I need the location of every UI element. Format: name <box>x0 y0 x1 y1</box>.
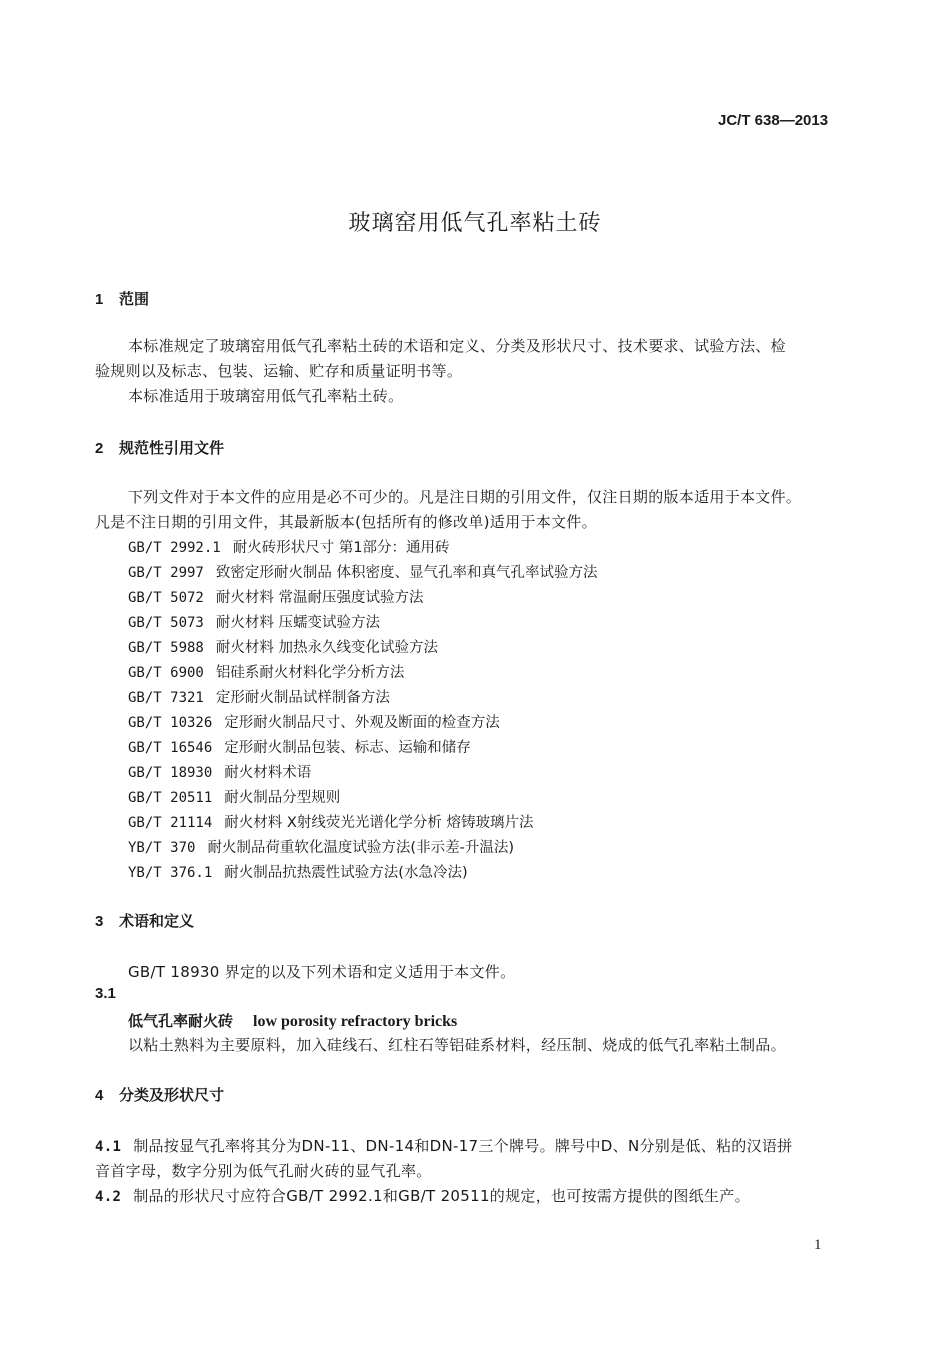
reference-title: 耐火材料 加热永久线变化试验方法 <box>215 640 438 656</box>
term-english: low porosity refractory bricks <box>253 1013 458 1030</box>
references-intro-line: 下列文件对于本文件的应用是必不可少的。凡是注日期的引用文件，仅注日期的版本适用于本文件。 <box>128 488 802 506</box>
reference-code: GB/T 2997 <box>128 565 204 581</box>
term-heading <box>128 1010 457 1031</box>
scope-paragraph-line: 验规则以及标志、包装、运输、贮存和质量证明书等。 <box>95 362 463 380</box>
reference-title: 耐火制品荷重软化温度试验方法(非示差-升温法) <box>207 840 514 856</box>
reference-item <box>128 561 597 582</box>
document-title: 玻璃窑用低气孔率粘土砖 <box>348 211 602 236</box>
term-definition: 以粘土熟料为主要原料，加入硅线石、红柱石等铝硅系材料，经压制、烧成的低气孔率粘土制品。 <box>128 1036 786 1054</box>
reference-title: 耐火材料术语 <box>224 765 312 781</box>
reference-title: 铝硅系耐火材料化学分析方法 <box>215 665 405 681</box>
reference-item <box>128 736 471 757</box>
reference-item <box>128 661 404 682</box>
reference-code: GB/T 10326 <box>128 715 213 731</box>
section-title: 术语和定义 <box>119 912 195 930</box>
reference-item <box>128 711 500 732</box>
reference-item <box>128 586 423 607</box>
clause-4-2 <box>95 1185 750 1206</box>
reference-code: YB/T 376.1 <box>128 865 213 881</box>
reference-code: GB/T 6900 <box>128 665 204 681</box>
term-number: 3.1 <box>95 985 116 1002</box>
reference-item <box>128 686 390 707</box>
reference-item <box>128 811 533 832</box>
reference-code: GB/T 20511 <box>128 790 213 806</box>
standard-code: JC/T 638—2013 <box>718 112 829 129</box>
reference-item <box>128 611 380 632</box>
section-number: 4 <box>95 1087 104 1104</box>
reference-title: 耐火材料 常温耐压强度试验方法 <box>215 590 424 606</box>
reference-title: 定形耐火制品尺寸、外观及断面的检查方法 <box>224 715 500 731</box>
section-title: 分类及形状尺寸 <box>119 1086 225 1104</box>
reference-title: 耐火砖形状尺寸 第1部分：通用砖 <box>232 540 450 556</box>
scope-applicability: 本标准适用于玻璃窑用低气孔率粘土砖。 <box>128 387 404 405</box>
page-number: 1 <box>814 1237 822 1253</box>
reference-code: GB/T 5073 <box>128 615 204 631</box>
reference-item <box>128 536 450 557</box>
reference-item <box>128 761 311 782</box>
reference-code: GB/T 2992.1 <box>128 540 221 556</box>
scope-paragraph-line: 本标准规定了玻璃窑用低气孔率粘土砖的术语和定义、分类及形状尺寸、技术要求、试验方法、检 <box>128 337 786 355</box>
section-2-heading <box>95 437 224 458</box>
reference-code: GB/T 16546 <box>128 740 213 756</box>
clause-4-1-line: 音首字母，数字分别为低气孔耐火砖的显气孔率。 <box>95 1162 432 1180</box>
reference-code: GB/T 21114 <box>128 815 213 831</box>
reference-code: GB/T 18930 <box>128 765 213 781</box>
reference-title: 耐火制品分型规则 <box>224 790 341 806</box>
reference-title: 定形耐火制品试样制备方法 <box>215 690 390 706</box>
reference-item <box>128 786 340 807</box>
reference-code: GB/T 5988 <box>128 640 204 656</box>
section-number: 3 <box>95 913 104 930</box>
reference-code: GB/T 7321 <box>128 690 204 706</box>
section-title: 范围 <box>119 290 150 308</box>
reference-item <box>128 836 514 857</box>
terms-intro: GB/T 18930 界定的以及下列术语和定义适用于本文件。 <box>128 963 516 981</box>
clause-number: 4.1 <box>95 1139 122 1155</box>
term-chinese: 低气孔率耐火砖 <box>128 1012 234 1030</box>
reference-title: 致密定形耐火制品 体积密度、显气孔率和真气孔率试验方法 <box>215 565 598 581</box>
reference-item <box>128 861 468 882</box>
clause-number: 4.2 <box>95 1189 122 1205</box>
references-intro-line: 凡是不注日期的引用文件，其最新版本(包括所有的修改单)适用于本文件。 <box>95 513 597 531</box>
reference-code: YB/T 370 <box>128 840 196 856</box>
clause-4-1-line <box>95 1135 792 1156</box>
clause-text: 制品的形状尺寸应符合GB/T 2992.1和GB/T 20511的规定，也可按需方提供的图纸生产。 <box>133 1187 750 1205</box>
reference-title: 耐火制品抗热震性试验方法(水急冷法) <box>224 865 468 881</box>
reference-title: 定形耐火制品包装、标志、运输和储存 <box>224 740 471 756</box>
clause-text: 制品按显气孔率将其分为DN-11、DN-14和DN-17三个牌号。牌号中D、N分别是低、粘的汉语拼 <box>133 1137 793 1155</box>
section-3-heading <box>95 910 194 931</box>
reference-title: 耐火材料 X射线荧光光谱化学分析 熔铸玻璃片法 <box>224 815 534 831</box>
section-1-heading <box>95 288 149 309</box>
section-4-heading <box>95 1084 224 1105</box>
section-number: 1 <box>95 291 104 308</box>
section-number: 2 <box>95 440 104 457</box>
reference-title: 耐火材料 压蠕变试验方法 <box>215 615 380 631</box>
section-title: 规范性引用文件 <box>119 439 225 457</box>
reference-item <box>128 636 438 657</box>
reference-code: GB/T 5072 <box>128 590 204 606</box>
